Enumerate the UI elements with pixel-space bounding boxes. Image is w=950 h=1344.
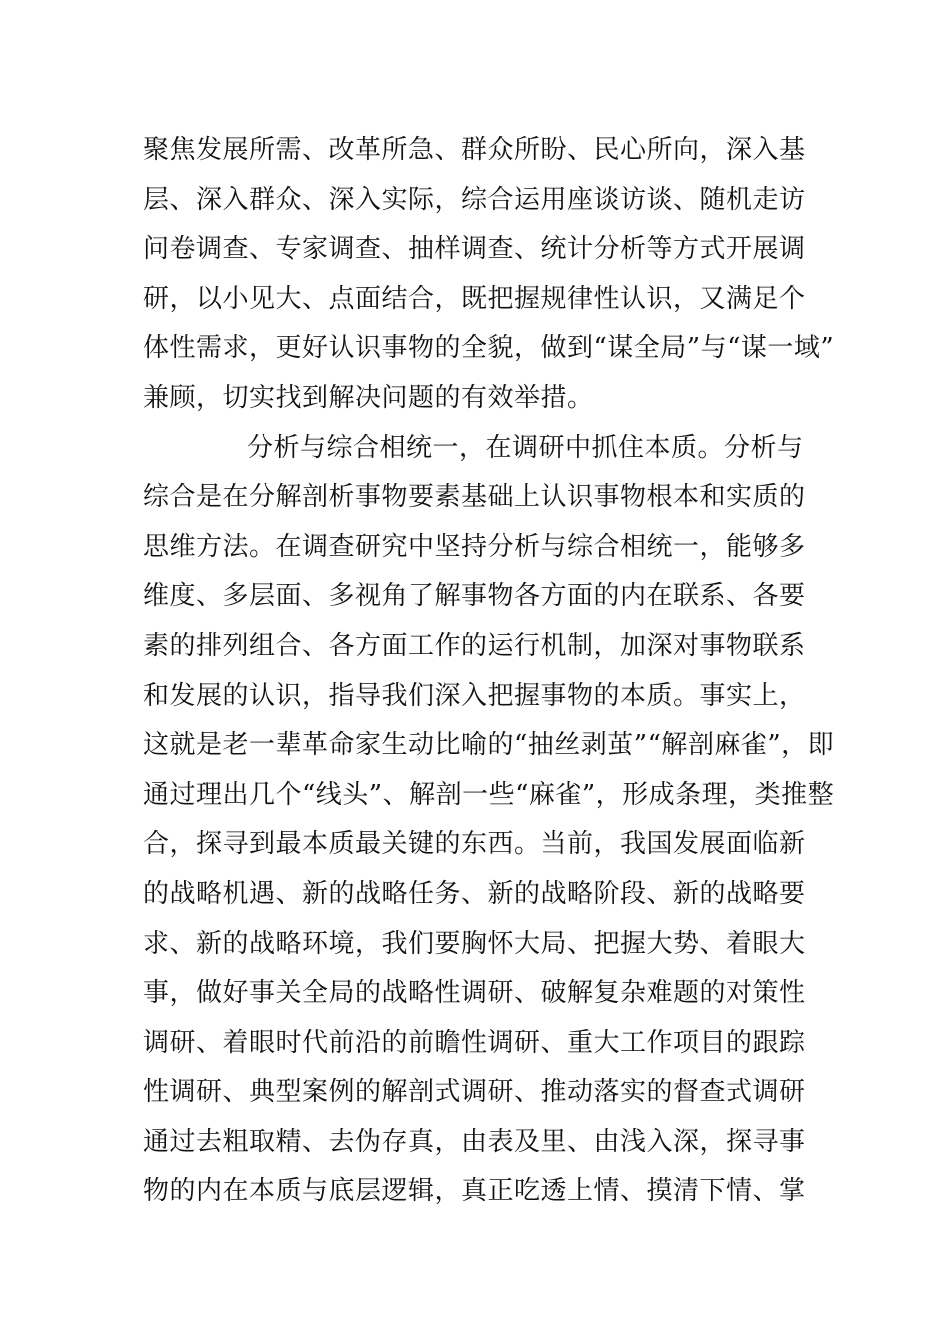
text-line-21: 通过去粗取精、去伪存真，由表及里、由浅入深，探寻事 [143, 1126, 806, 1157]
text-line-9: 思维方法。在调查研究中坚持分析与综合相统一，能够多 [143, 531, 806, 562]
text-line-11: 素的排列组合、各方面工作的运行机制，加深对事物联系 [143, 630, 806, 661]
text-line-3: 问卷调查、专家调查、抽样调查、统计分析等方式开展调 [143, 234, 806, 265]
text-line-13: 这就是老一辈革命家生动比喻的“抽丝剥茧”“解剖麻雀”，即 [143, 730, 835, 761]
body-text [143, 126, 835, 1217]
text-line-18: 事，做好事关全局的战略性调研、破解复杂难题的对策性 [143, 978, 806, 1009]
paragraph-heading-line: 分析与综合相统一，在调研中抓住本质。分析与 [247, 432, 804, 463]
text-line-6: 兼顾，切实找到解决问题的有效举措。 [143, 382, 594, 413]
text-line-8: 综合是在分解剖析事物要素基础上认识事物根本和实质的 [143, 482, 806, 513]
text-line-12: 和发展的认识，指导我们深入把握事物的本质。事实上， [143, 680, 806, 711]
text-line-20: 性调研、典型案例的解剖式调研、推动落实的督查式调研 [143, 1077, 806, 1108]
text-line-14: 通过理出几个“线头”、解剖一些“麻雀”，形成条理，类推整 [143, 779, 835, 810]
text-line-2: 层、深入群众、深入实际，综合运用座谈访谈、随机走访 [143, 184, 806, 215]
text-line-4: 研，以小见大、点面结合，既把握规律性认识，又满足个 [143, 283, 806, 314]
text-line-10: 维度、多层面、多视角了解事物各方面的内在联系、各要 [143, 581, 806, 612]
text-line-15: 合，探寻到最本质最关键的东西。当前，我国发展面临新 [143, 829, 806, 860]
text-line-5: 体性需求，更好认识事物的全貌，做到“谋全局”与“谋一域” [143, 333, 835, 364]
text-line-1: 聚焦发展所需、改革所急、群众所盼、民心所向，深入基 [143, 135, 806, 165]
text-line-19: 调研、着眼时代前沿的前瞻性调研、重大工作项目的跟踪 [143, 1027, 806, 1058]
text-line-22: 物的内在本质与底层逻辑，真正吃透上情、摸清下情、掌 [143, 1176, 806, 1207]
text-line-17: 求、新的战略环境，我们要胸怀大局、把握大势、着眼大 [143, 928, 806, 959]
text-line-16: 的战略机遇、新的战略任务、新的战略阶段、新的战略要 [143, 878, 806, 909]
